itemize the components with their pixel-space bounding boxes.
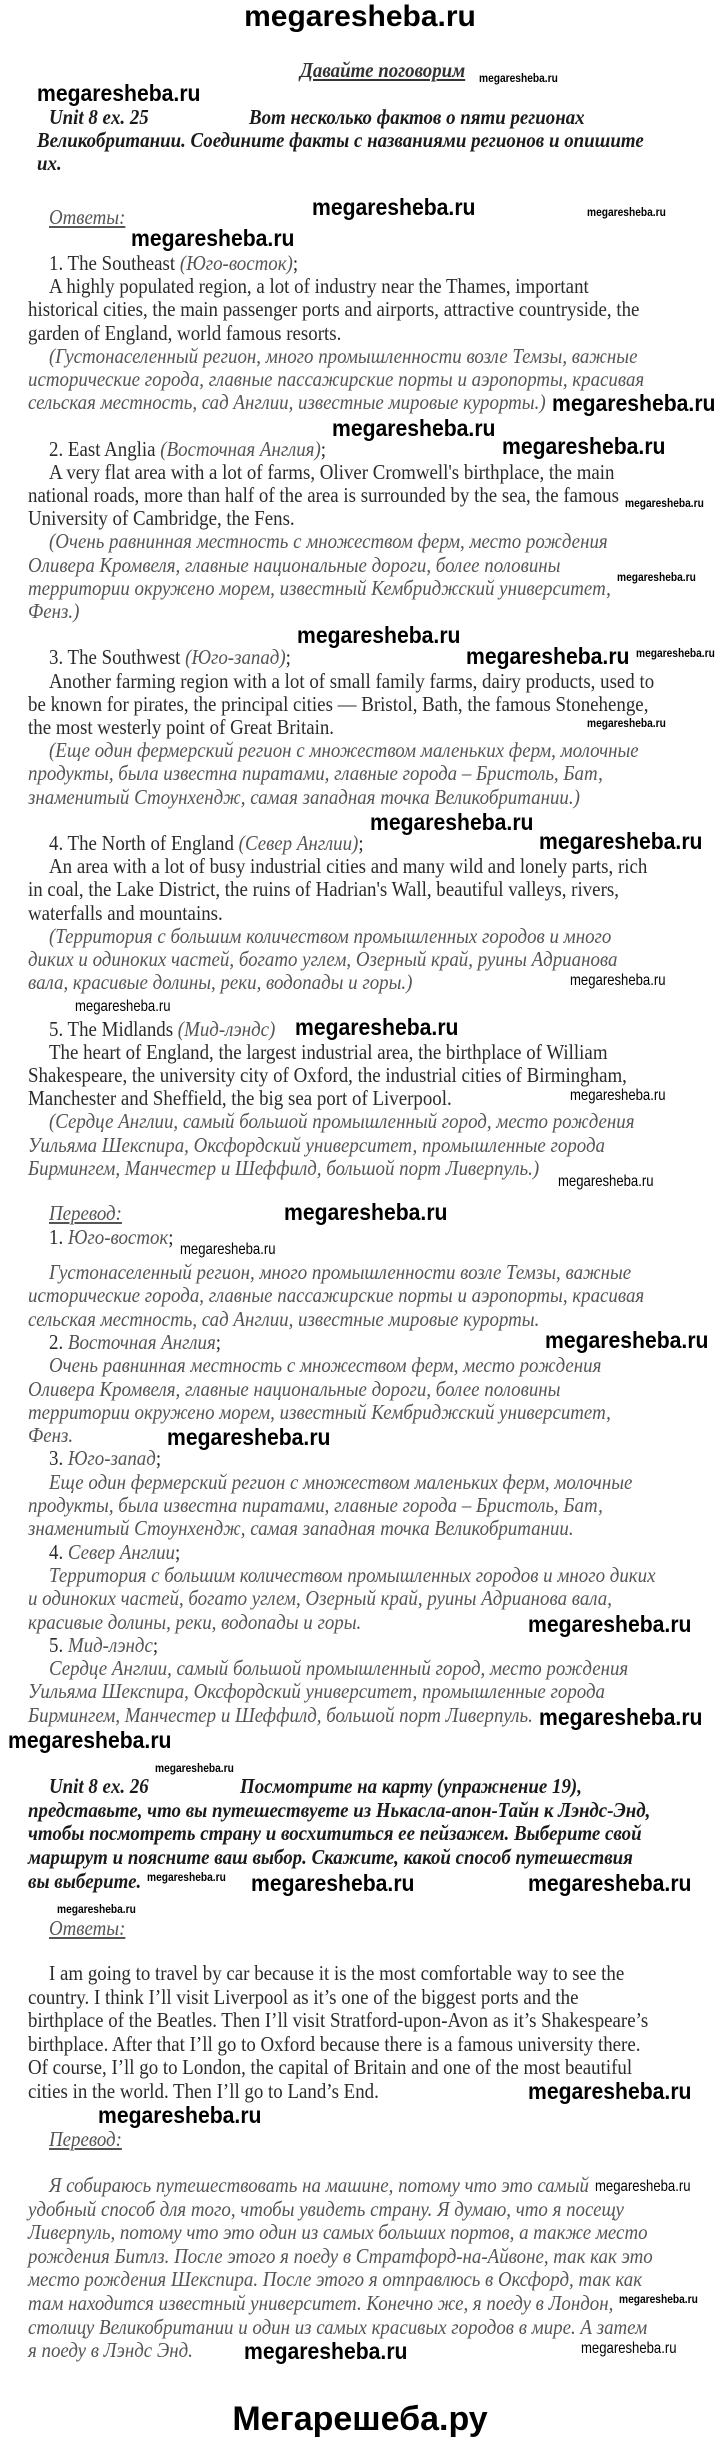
watermark: megaresheba.ru	[37, 80, 201, 106]
translation-line: продукты, была известна пиратами, главные города – Бристоль, Бат,	[28, 1493, 603, 1517]
watermark: megaresheba.ru	[528, 1870, 692, 1896]
answer-en-line: Manchester and Sheffield, the big sea port of Liverpool.	[28, 1086, 452, 1111]
exercise-task-line: вы выберите.	[28, 1868, 142, 1893]
translation-line: Бирмингем, Манчестер и Шеффилд, большой порт Ливерпуль.	[28, 1702, 533, 1727]
watermark: megaresheba.ru	[581, 2340, 677, 2357]
answer-en-line: A very flat area with a lot of farms, Oliver Cromwell's birthplace, the main	[49, 459, 615, 484]
watermark: megaresheba.ru	[8, 1727, 172, 1753]
translation-title	[49, 1447, 161, 1469]
answer-ru-line: территории окружено морем, известный Кембриджский университет,	[28, 575, 611, 600]
translation-line: Очень равнинная местность с множеством ферм, место рождения	[49, 1353, 602, 1378]
item-number: 1.	[49, 1225, 68, 1249]
answer-ru-line: диких и одиноких частей, богато углем, Озерный край, руины Адрианова	[28, 947, 618, 971]
translation-title	[49, 1634, 158, 1656]
answer-en-line: I am going to travel by car because it is the most comfortable way to see the	[49, 1961, 625, 1985]
answer-ru-line: продукты, была известна пиратами, главные города – Бристоль, Бат,	[28, 761, 603, 786]
translation-line: рождения Битлз. После этого я поеду в Стратфорд-на-Айвоне, так как это	[28, 2243, 653, 2268]
translation-line: Оливера Кромвеля, главные национальные дороги, более половины	[28, 1376, 561, 1401]
watermark: megaresheba.ru	[295, 1014, 459, 1040]
watermark: megaresheba.ru	[332, 415, 496, 441]
region-name-ru: Мид-лэндс	[67, 1632, 153, 1657]
exercise-task-line: Великобритании. Соедините факты с названиями регионов и опишите	[37, 128, 644, 152]
footer-watermark: Мегарешеба.ру	[232, 2400, 488, 2438]
translation-line: Ливерпуль, потому что это один из самых больших портов, а также место	[28, 2220, 648, 2245]
answer-ru-line: Фенз.)	[28, 599, 80, 623]
translation-line: знаменитый Стоунхендж, самая западная точка Великобритании.	[28, 1516, 574, 1541]
answer-en-line: Shakespeare, the university city of Oxford, the industrial cities of Birmingham,	[28, 1063, 627, 1087]
exercise-label: Unit 8 ex. 26	[49, 1774, 149, 1798]
translation-label: Перевод:	[49, 2127, 122, 2151]
watermark: megaresheba.ru	[244, 2338, 408, 2364]
region-name-ru: Восточная Англия	[67, 1329, 216, 1354]
translation-line: Территория с большим количеством промышленных городов и много диких	[49, 1562, 656, 1587]
translation-line: сельская местность, сад Англии, известные мировые курорты.	[28, 1306, 540, 1331]
watermark: megaresheba.ru	[479, 71, 558, 85]
watermark: megaresheba.ru	[154, 1761, 234, 1775]
title-punct: ;	[174, 1539, 181, 1564]
watermark: megaresheba.ru	[167, 1424, 331, 1450]
watermark: megaresheba.ru	[551, 390, 716, 416]
answer-ru-line: Уильяма Шекспира, Оксфордский университет, промышленные города	[28, 1132, 605, 1157]
watermark: megaresheba.ru	[251, 1870, 415, 1896]
title-punct: ;	[285, 645, 291, 670]
watermark: megaresheba.ru	[538, 1704, 703, 1730]
watermark: megaresheba.ru	[466, 643, 630, 669]
watermark: megaresheba.ru	[501, 433, 665, 459]
exercise-task-line: Вот несколько фактов о пяти регионах	[249, 105, 585, 129]
answer-ru-line: сельская местность, сад Англии, известные мировые курорты.)	[28, 390, 546, 415]
answer-title	[49, 1018, 275, 1040]
answer-en-line: The heart of England, the largest industrial area, the birthplace of William	[49, 1039, 608, 1064]
answer-en-line: be known for pirates, the principal cities — Bristol, Bath, the famous Stonehenge,	[28, 691, 649, 716]
watermark: megaresheba.ru	[570, 972, 666, 989]
translation-label: Перевод:	[49, 1201, 122, 1225]
title-punct: ;	[292, 251, 299, 275]
answer-en-line: historical cities, the main passenger ports and airports, attractive countryside, the	[28, 297, 640, 322]
answer-ru-line: вала, красивые долины, реки, водопады и горы.)	[28, 970, 413, 995]
answer-ru-line: (Густонаселенный регион, много промышленности возле Темзы, важные	[49, 343, 638, 368]
watermark: megaresheba.ru	[284, 1199, 448, 1225]
title-punct: ;	[358, 831, 364, 855]
translation-line: Еще один фермерский регион с множеством маленьких ферм, молочные	[49, 1469, 633, 1494]
answer-ru-line: исторические города, главные пассажирские порты и аэропорты, красивая	[28, 367, 645, 391]
region-name: 3. The Southwest	[49, 645, 186, 670]
title-punct: ;	[155, 1446, 162, 1471]
answer-en-line: An area with a lot of busy industrial cities and many wild and lonely parts, rich	[49, 854, 648, 879]
region-name-ru: Юго-запад	[67, 1446, 156, 1471]
exercise-label: Unit 8 ex. 25	[49, 105, 149, 129]
translation-line: там находится известный университет. Конечно же, я поеду в Лондон,	[28, 2291, 614, 2315]
title-punct: ;	[320, 436, 327, 461]
translation-line: место рождения Шекспира. После этого я отправлюсь в Оксфорд, так как	[28, 2267, 643, 2292]
region-name-ru: (Север Англии)	[238, 831, 359, 855]
watermark: megaresheba.ru	[539, 828, 703, 854]
translation-line: Фенз.	[28, 1423, 74, 1448]
region-name-ru: (Юго-запад)	[185, 645, 286, 670]
header-watermark: megaresheba.ru	[244, 0, 476, 33]
answer-en-line: waterfalls and mountains.	[28, 900, 223, 925]
watermark: megaresheba.ru	[595, 2178, 691, 2195]
answer-ru-line: (Территория с большим количеством промышленных городов и много	[49, 923, 612, 948]
item-number: 3.	[49, 1446, 68, 1471]
answer-en-line: in coal, the Lake District, the ruins of Hadrian's Wall, beautiful valleys, rivers,	[28, 877, 619, 902]
watermark: megaresheba.ru	[635, 646, 715, 660]
answers-label: Ответы:	[49, 205, 126, 229]
watermark: megaresheba.ru	[98, 2102, 262, 2128]
answer-en-line: A highly populated region, a lot of industry near the Thames, important	[49, 274, 589, 299]
answer-ru-line: (Сердце Англии, самый большой промышленный город, место рождения	[49, 1109, 635, 1134]
region-name-ru: (Восточная Англия)	[160, 436, 321, 461]
watermark: megaresheba.ru	[587, 716, 666, 730]
exercise-task-line: чтобы посмотреть страну и восхититься ее пейзажем. Выберите свой	[28, 1821, 642, 1846]
translation-line: удобный способ для того, чтобы увидеть страну. Я думаю, что я посещу	[28, 2196, 624, 2221]
watermark: megaresheba.ru	[558, 1173, 654, 1190]
watermark: megaresheba.ru	[147, 1870, 226, 1884]
answers-label: Ответы:	[49, 1916, 126, 1940]
region-name-ru: Север Англии	[67, 1539, 175, 1564]
translation-title	[49, 1226, 174, 1248]
item-number: 2.	[49, 1329, 68, 1354]
watermark: megaresheba.ru	[131, 225, 295, 251]
watermark: megaresheba.ru	[619, 2292, 699, 2306]
region-name-ru: Юго-восток	[67, 1225, 169, 1249]
watermark: megaresheba.ru	[57, 1902, 136, 1916]
watermark: megaresheba.ru	[528, 2078, 692, 2104]
title-punct: ;	[152, 1632, 159, 1657]
watermark: megaresheba.ru	[545, 1327, 709, 1353]
answer-ru-line: (Очень равнинная местность с множеством ферм, место рождения	[49, 529, 608, 554]
translation-line: и одиноких частей, богато углем, Озерный край, руины Адрианова вала,	[28, 1586, 612, 1611]
exercise-task-line: представьте, что вы путешествуете из Нькасла-апон-Тайн к Лэндс-Энд,	[28, 1797, 651, 1822]
translation-line: красивые долины, реки, водопады и горы.	[28, 1609, 362, 1634]
exercise-task-line: их.	[37, 151, 62, 175]
watermark: megaresheba.ru	[75, 998, 171, 1015]
region-name-ru: (Мид-лэндс)	[177, 1016, 276, 1041]
watermark: megaresheba.ru	[369, 809, 534, 835]
region-name: 2. East Anglia	[49, 436, 161, 461]
watermark: megaresheba.ru	[296, 622, 461, 648]
title-punct: ;	[215, 1329, 222, 1354]
translation-line: столицу Великобритании и один из самых красивых городов в мире. А затем	[28, 2314, 648, 2339]
watermark: megaresheba.ru	[528, 1611, 692, 1637]
watermark: megaresheba.ru	[570, 1087, 666, 1104]
translation-line: я поеду в Лэндс Энд.	[28, 2338, 193, 2363]
exercise-task-line: Посмотрите на карту (упражнение 19),	[240, 1774, 582, 1798]
exercise-task-line: маршрут и поясните ваш выбор. Скажите, какой способ путешествия	[28, 1845, 633, 1870]
answer-title	[49, 832, 364, 854]
region-name: 5. The Midlands	[49, 1016, 178, 1041]
watermark: megaresheba.ru	[624, 496, 704, 510]
translation-line: Я собираюсь путешествовать на машине, потому что это самый	[49, 2173, 589, 2197]
answer-en-line: Another farming region with a lot of small family farms, dairy products, used to	[49, 668, 655, 693]
answer-title	[49, 646, 291, 668]
answer-en-line: Of course, I’ll go to London, the capital of Britain and one of the most beautiful	[28, 2055, 633, 2079]
answer-en-line: cities in the world. Then I’ll go to Land’s End.	[28, 2078, 379, 2103]
answer-ru-line: Оливера Кромвеля, главные национальные дороги, более половины	[28, 552, 561, 577]
item-number: 5.	[49, 1632, 68, 1657]
section-title: Давайте поговорим	[300, 58, 466, 82]
translation-title	[49, 1331, 221, 1353]
answer-en-line: birthplace of the Beatles. Then I’ll visit Stratford-upon-Avon as it’s Shakespeare’s	[28, 2008, 649, 2032]
region-name: 4. The North of England	[49, 831, 239, 855]
answer-en-line: birthplace. After that I’ll go to Oxford because there is a famous university there.	[28, 2031, 641, 2056]
translation-title	[49, 1541, 180, 1563]
item-number: 4.	[49, 1539, 68, 1564]
answer-title	[49, 438, 326, 460]
answer-en-line: national roads, more than half of the area is surrounded by the sea, the famous	[28, 483, 619, 507]
answer-en-line: University of Cambridge, the Fens.	[28, 506, 295, 531]
answer-title	[49, 252, 298, 274]
translation-line: Сердце Англии, самый большой промышленный город, место рождения	[49, 1656, 629, 1681]
answer-en-line: the most westerly point of Great Britain.	[28, 715, 335, 739]
translation-line: исторические города, главные пассажирские порты и аэропорты, красивая	[28, 1283, 645, 1308]
region-name-ru: (Юго-восток)	[179, 251, 293, 275]
answer-ru-line: (Еще один фермерский регион с множеством маленьких ферм, молочные	[49, 738, 639, 763]
translation-line: Густонаселенный регион, много промышленности возле Темзы, важные	[49, 1260, 632, 1284]
title-punct: ;	[168, 1225, 174, 1249]
watermark: megaresheba.ru	[616, 570, 696, 584]
answer-en-line: country. I think I’ll visit Liverpool as it’s one of the biggest ports and the	[28, 1984, 579, 2009]
translation-line: территории окружено морем, известный Кембриджский университет,	[28, 1399, 611, 1424]
region-name: 1. The Southeast	[49, 251, 180, 275]
answer-en-line: garden of England, world famous resorts.	[28, 320, 342, 345]
watermark: megaresheba.ru	[587, 205, 666, 219]
answer-ru-line: знаменитый Стоунхендж, самая западная точка Великобритании.)	[28, 784, 580, 809]
translation-line: Уильяма Шекспира, Оксфордский университет, промышленные города	[28, 1679, 605, 1704]
answer-ru-line: Бирмингем, Манчестер и Шеффилд, большой порт Ливерпуль.)	[28, 1155, 540, 1180]
watermark: megaresheba.ru	[179, 1241, 276, 1258]
watermark: megaresheba.ru	[312, 194, 476, 220]
